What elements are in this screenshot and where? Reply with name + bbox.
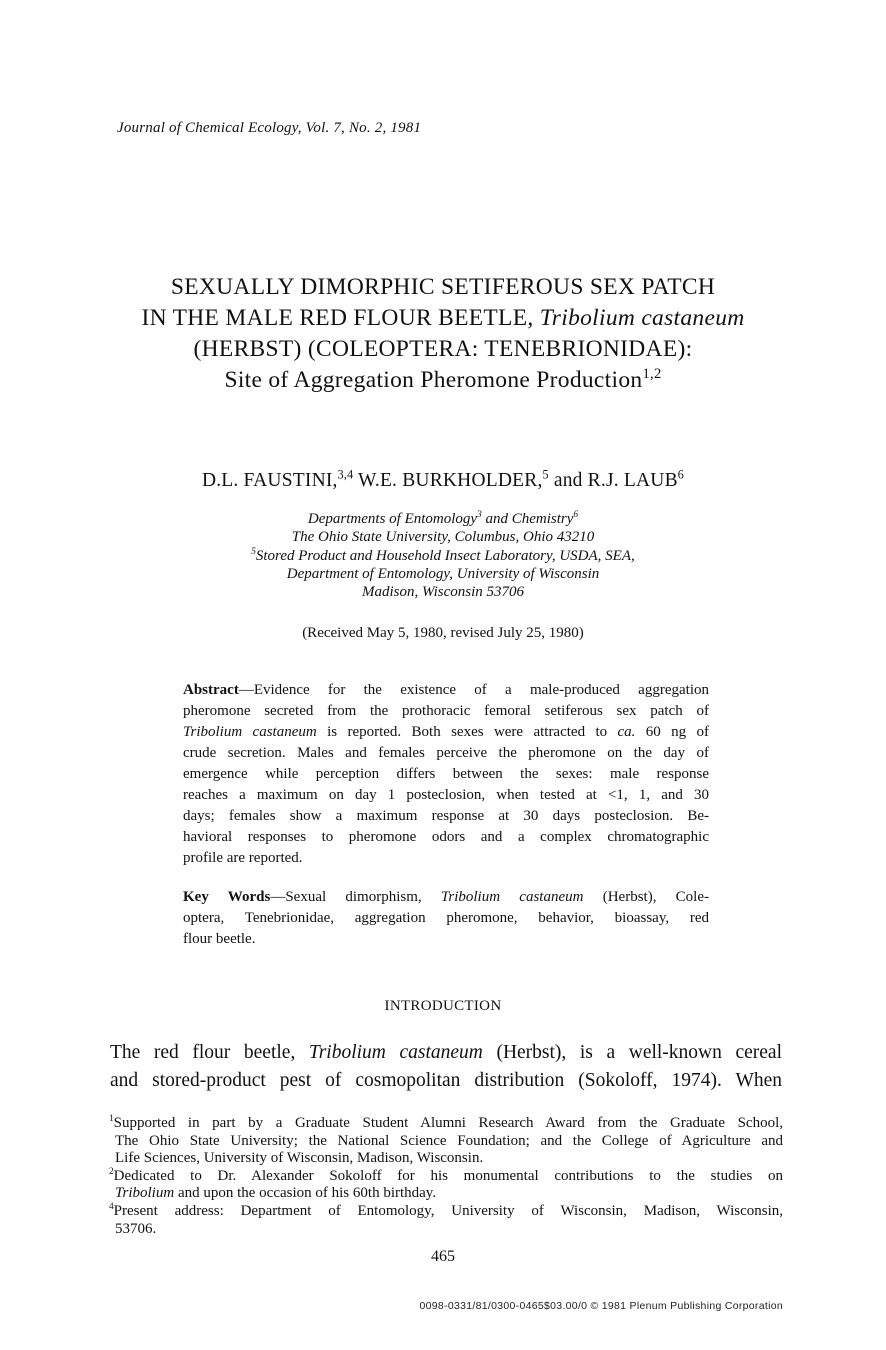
abstract (183, 680, 709, 869)
footnote-1-line-2: The Ohio State University; the National Science Foundation; and the College of Agriculture and (115, 1132, 783, 1149)
page-number: 465 (431, 1248, 455, 1265)
intro-line-1 (110, 1039, 782, 1067)
footnote-2-text-1: Dedicated to Dr. Alexander Sokoloff for his monumental contributions to the studies on (113, 1167, 783, 1184)
footnote-1-line-3: Life Sciences, University of Wisconsin, Madison, Wisconsin. (115, 1150, 484, 1167)
abstract-label: Abstract (183, 682, 239, 698)
author-faustini-marker: 3,4 (337, 467, 354, 482)
key-words (183, 887, 709, 950)
author-list (60, 467, 826, 492)
abstract-line-3 (183, 722, 709, 743)
affiliation-marker-5: 5 (251, 546, 256, 557)
affiliation-marker-3: 3 (477, 510, 482, 520)
abstract-species-name: Tribolium castaneum (183, 724, 317, 740)
keywords-line-3: flour beetle. (183, 931, 256, 947)
abstract-line-8: havioral responses to pheromone odors and a complex chromatographic (183, 829, 709, 845)
footnote-2-line-2 (109, 1185, 783, 1203)
author-burkholder-marker: 5 (542, 467, 549, 482)
affiliation-line-5: Madison, Wisconsin 53706 (361, 584, 525, 601)
intro-text-1b: (Herbst), is a well-known cereal (482, 1042, 783, 1063)
affiliation-chemistry: and Chemistry (481, 511, 574, 527)
received-dates: (Received May 5, 1980, revised July 25, 1980) (302, 625, 584, 641)
footnote-2-text-2: and upon the occasion of his 60th birthday. (174, 1185, 437, 1202)
title-line-1: SEXUALLY DIMORPHIC SETIFEROUS SEX PATCH (170, 274, 716, 300)
affiliations (120, 510, 766, 601)
keywords-line-1 (183, 887, 709, 908)
author-laub: and R.J. LAUB (548, 470, 678, 491)
author-burkholder: W.E. BURKHOLDER, (353, 470, 543, 491)
affiliation-entomology: Departments of Entomology (307, 511, 478, 527)
footnote-4-marker: 4 (109, 1201, 114, 1212)
title-species-name: Tribolium castaneum (539, 305, 745, 331)
section-heading-introduction: INTRODUCTION (384, 998, 502, 1014)
footnote-1-text-1: Supported in part by a Graduate Student Alumni Research Award from the Graduate School, (113, 1115, 783, 1131)
title-line-4-text: Site of Aggregation Pheromone Production (224, 367, 643, 393)
abstract-line-6: reaches a maximum on day 1 posteclosion, when tested at <1, 1, and 30 (183, 787, 709, 803)
title-line-2-text: IN THE MALE RED FLOUR BEETLE, (141, 305, 540, 331)
title-line-3: (HERBST) (COLEOPTERA: TENEBRIONIDAE): (193, 336, 693, 362)
author-faustini: D.L. FAUSTINI, (201, 470, 338, 491)
journal-reference: Journal of Chemical Ecology, Vol. 7, No. 2, 1981 (117, 120, 422, 136)
footnotes (109, 1115, 783, 1238)
intro-species-name: Tribolium castaneum (308, 1042, 483, 1063)
keywords-line-2: optera, Tenebrionidae, aggregation pheromone, behavior, bioassay, red (183, 910, 709, 926)
abstract-text-1: —Evidence for the existence of a male-produced aggregation (238, 682, 709, 698)
affiliation-marker-6: 6 (573, 510, 579, 520)
abstract-circa: ca. (617, 724, 636, 740)
intro-line-2: and stored-product pest of cosmopolitan distribution (Sokoloff, 1974). When (110, 1070, 782, 1091)
title-line-2 (60, 303, 826, 334)
footnote-1-marker: 1 (109, 1114, 114, 1124)
footnote-4-line-1 (109, 1203, 783, 1221)
abstract-line-1 (183, 680, 709, 701)
abstract-line-9: profile are reported. (183, 850, 303, 866)
footnote-2-line-1 (109, 1168, 783, 1186)
abstract-text-3: is reported. Both sexes were attracted to (316, 724, 618, 740)
abstract-line-5: emergence while perception differs between the sexes: male response (183, 766, 709, 782)
title-footnote-marker: 1,2 (642, 366, 662, 383)
keywords-label: Key Words (183, 889, 271, 905)
keywords-text-1b: (Herbst), Cole- (583, 889, 710, 905)
footnote-2-marker: 2 (109, 1166, 114, 1177)
abstract-line-7: days; females show a maximum response at 30 days posteclosion. Be- (183, 808, 709, 824)
article-title (60, 272, 826, 396)
footnote-1-line-1 (109, 1115, 783, 1133)
abstract-line-4: crude secretion. Males and females perceive the pheromone on the day of (183, 745, 709, 761)
footnote-2-species-name: Tribolium (115, 1185, 175, 1202)
affiliation-line-1 (120, 510, 766, 528)
affiliation-line-3 (120, 547, 766, 565)
intro-text-1a: The red flour beetle, (110, 1042, 309, 1063)
keywords-species-name: Tribolium castaneum (440, 889, 584, 905)
copyright-line: 0098-0331/81/0300-0465$03.00/0 © 1981 Plenum Publishing Corporation (419, 1300, 783, 1312)
abstract-line-2: pheromone secreted from the prothoracic femoral setiferous sex patch of (183, 703, 709, 719)
affiliation-usda: Stored Product and Household Insect Laboratory, USDA, SEA, (255, 547, 635, 564)
footnote-4-text-1: Present address: Department of Entomology, University of Wisconsin, Madison, Wisconsin, (113, 1202, 783, 1219)
affiliation-line-2: The Ohio State University, Columbus, Ohio 43210 (291, 529, 595, 546)
title-line-4 (60, 365, 826, 396)
author-laub-marker: 6 (677, 467, 685, 482)
affiliation-line-4: Department of Entomology, University of Wisconsin (286, 565, 600, 582)
introduction-body (110, 1039, 782, 1095)
abstract-text-3b: 60 ng of (635, 724, 709, 740)
footnote-4-line-2: 53706. (115, 1220, 157, 1237)
keywords-text-1a: —Sexual dimorphism, (270, 889, 441, 905)
